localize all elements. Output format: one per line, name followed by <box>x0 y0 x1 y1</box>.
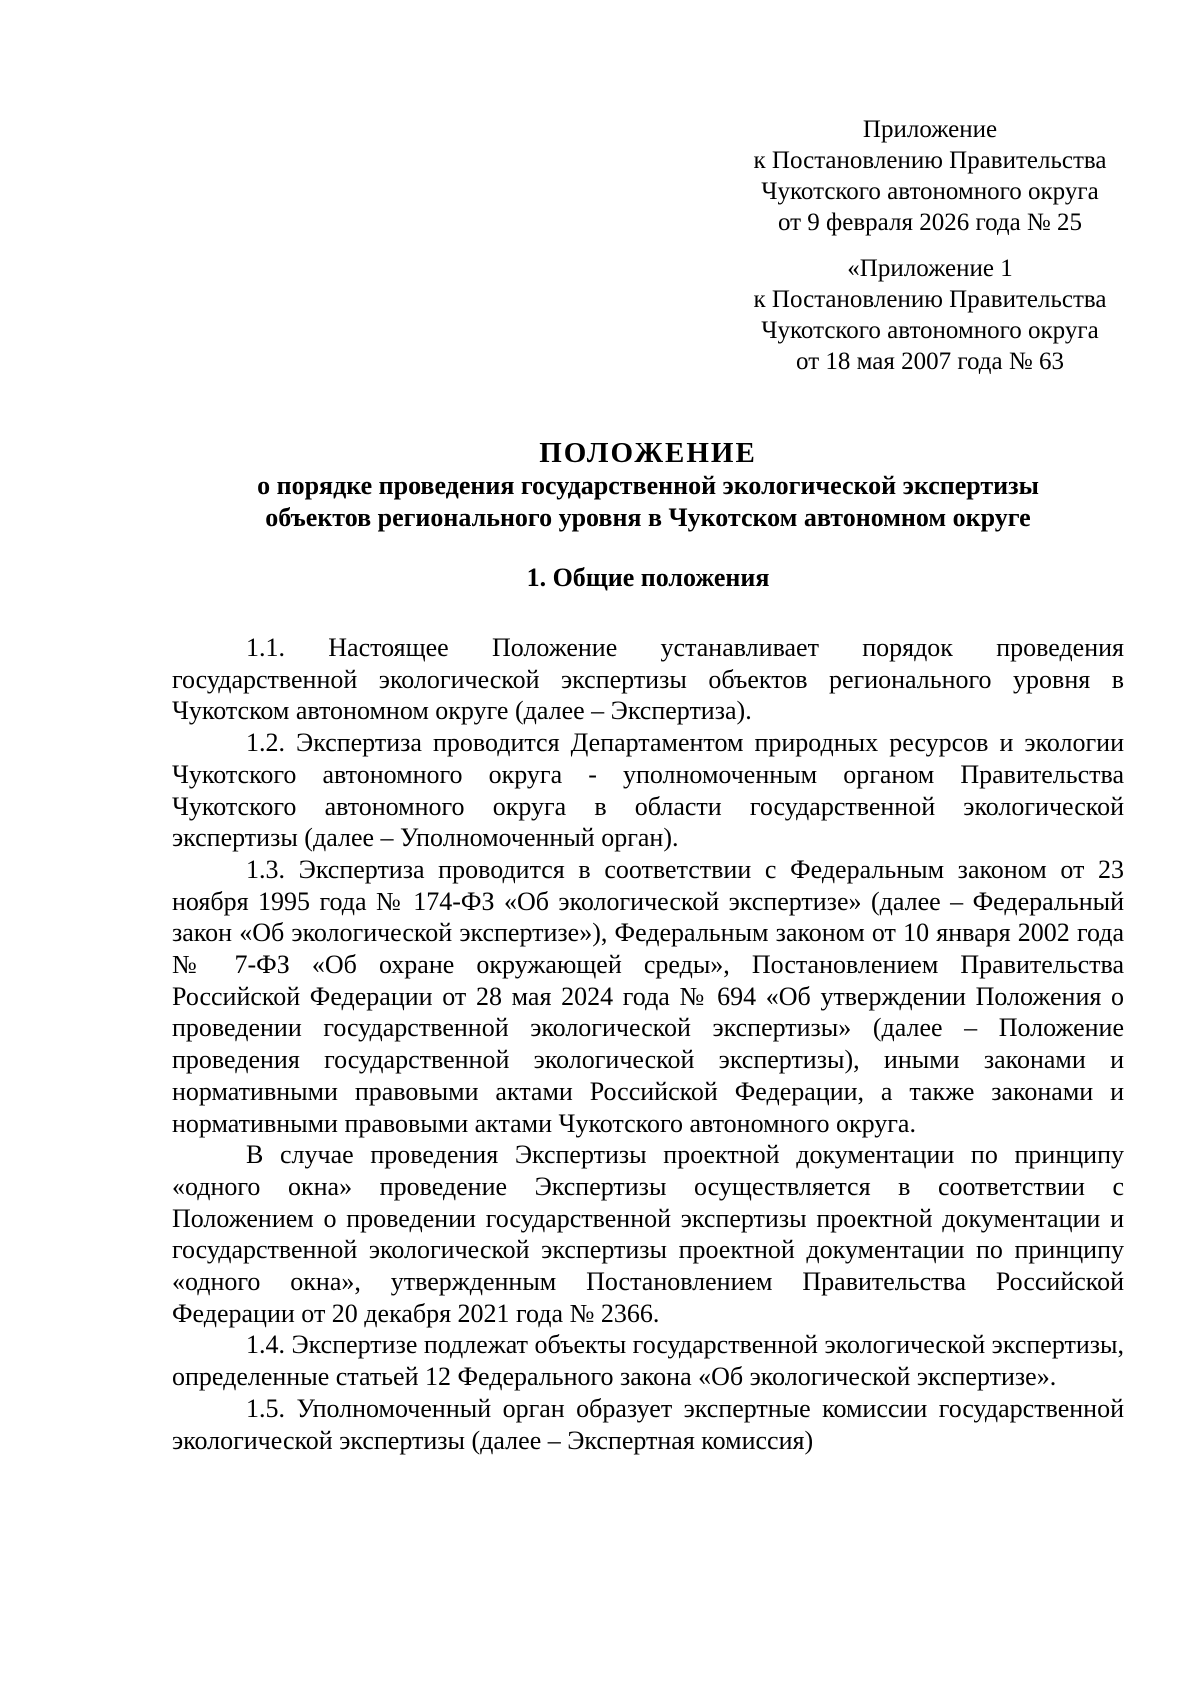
appendix-date-number: от 18 мая 2007 года № 63 <box>796 348 1064 375</box>
appendix-region: Чукотского автономного округа <box>761 317 1099 344</box>
paragraph-1-2: 1.2. Экспертиза проводится Департаментом природных ресурсов и экологии Чукотского автономного округа - уполномоченным органом Правительства Чукотского автономного округа в области государственной экологической экспертизы (далее – Уполномоченный орган). <box>172 728 1124 853</box>
appendix-label: «Приложение 1 <box>847 255 1013 282</box>
section-heading: 1. Общие положения <box>526 563 770 592</box>
paragraph-1-4: 1.4. Экспертизе подлежат объекты государственной экологической экспертизы, определенные статьей 12 Федерального закона «Об экологической экспертизе». <box>172 1330 1124 1392</box>
paragraph-1-1: 1.1. Настоящее Положение устанавливает порядок проведения государственной экологической экспертизы объектов регионального уровня в Чукотском автономном округе (далее – Экспертиза). <box>172 633 1124 726</box>
section-body <box>172 632 1124 1456</box>
document-title: ПОЛОЖЕНИЕ <box>539 437 757 469</box>
appendix-resolution-ref: к Постановлению Правительства <box>753 147 1107 174</box>
paragraph-one-window: В случае проведения Экспертизы проектной документации по принципу «одного окна» проведение Экспертизы осуществляется в соответствии с Положением о проведении государственной экспертизы проектной документации и государственной экологической экспертизы проектной документации по принципу «одного окна», утвержденным Постановлением Правительства Российской Федерации от 20 декабря 2021 года № 2366. <box>172 1140 1124 1328</box>
document-subtitle-line-1: о порядке проведения государственной экологической экспертизы <box>257 471 1039 500</box>
appendix-header-current <box>720 114 1140 238</box>
paragraph-1-3: 1.3. Экспертиза проводится в соответствии с Федеральным законом от 23 ноября 1995 года № 174-ФЗ «Об экологической экспертизе» (далее – Федеральный закон «Об экологической экспертизе»), Федеральным законом от 10 января 2002 года № 7-ФЗ «Об охране окружающей среды», Постановлением Правительства Российской Федерации от 28 мая 2024 года № 694 «Об утверждении Положения о проведении государственной экологической экспертизы» (далее – Положение проведения государственной экологической экспертизы), иными законами и нормативными правовыми актами Российской Федерации, а также законами и нормативными правовыми актами Чукотского автономного округа. <box>172 854 1124 1138</box>
appendix-resolution-ref: к Постановлению Правительства <box>753 286 1107 313</box>
appendix-region: Чукотского автономного округа <box>761 178 1099 205</box>
appendix-header-original <box>720 253 1140 377</box>
paragraph-1-5: 1.5. Уполномоченный орган образует экспертные комиссии государственной экологической экспертизы (далее – Экспертная комиссия) <box>172 1393 1124 1455</box>
appendix-date-number: от 9 февраля 2026 года № 25 <box>777 209 1083 236</box>
appendix-label: Приложение <box>862 116 998 143</box>
document-subtitle-line-2: объектов регионального уровня в Чукотском автономном округе <box>265 503 1031 532</box>
document-title-block <box>172 436 1124 534</box>
